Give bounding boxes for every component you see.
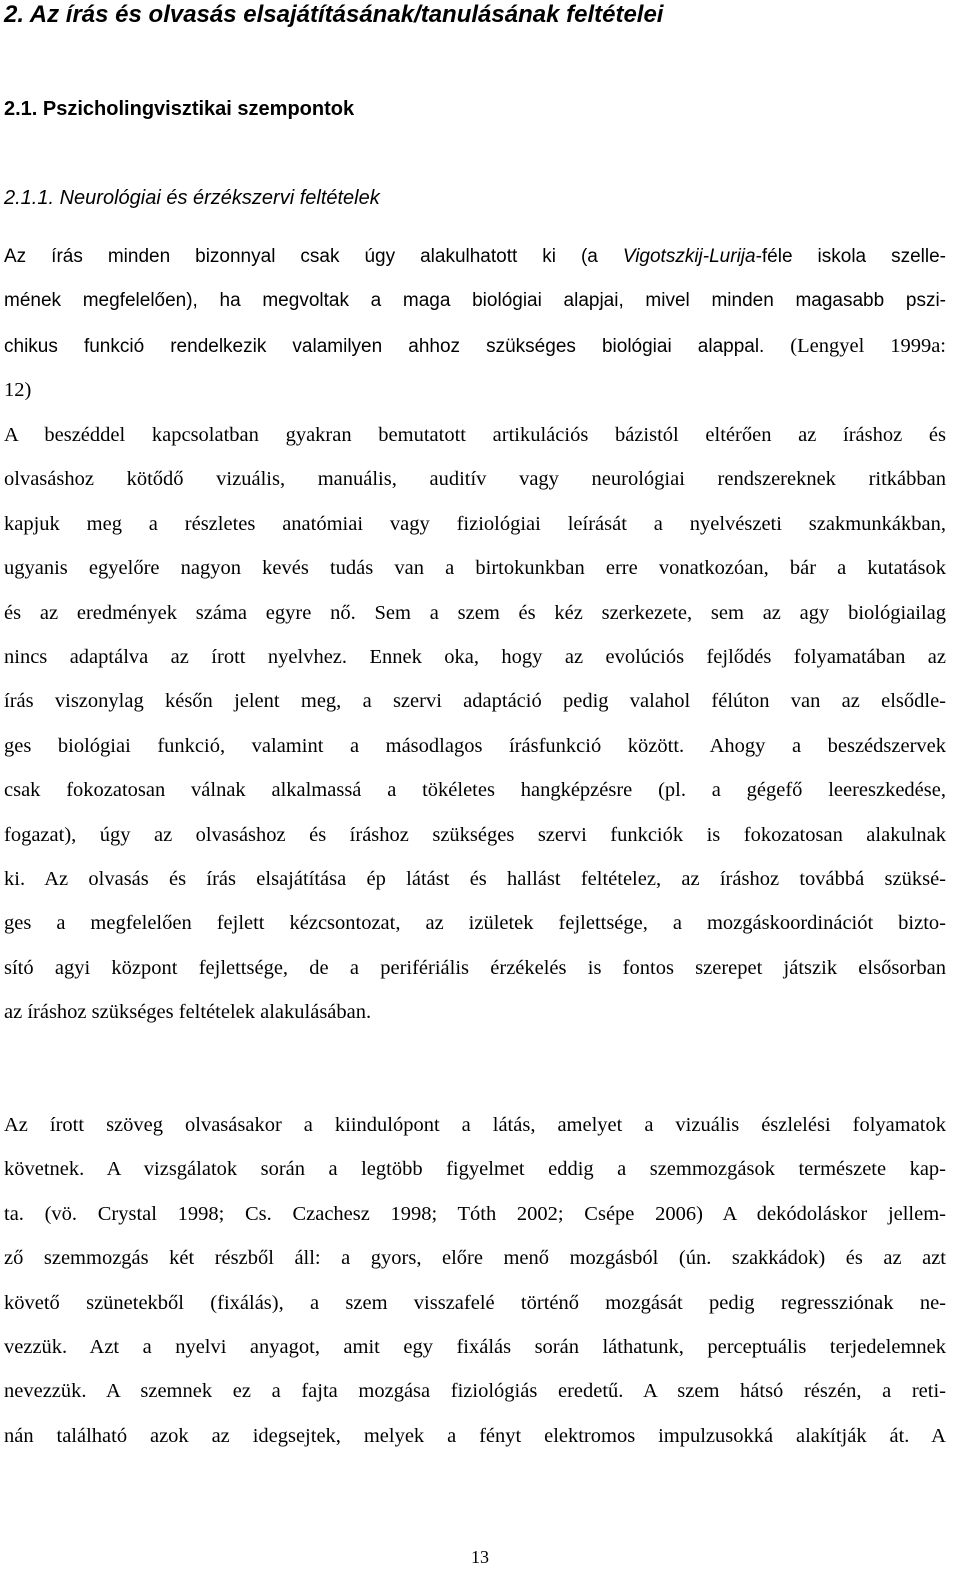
paragraph-line: Az írott szöveg olvasásakor a kiindulópont a látás, amelyet a vizuális észlelési folyamatok — [4, 1114, 946, 1136]
paragraph-line: ki. Az olvasás és írás elsajátítása ép látást és hallást feltételez, az íráshoz továbbá szüksé- — [4, 867, 946, 890]
paragraph-1 — [4, 242, 946, 420]
paragraph-line: A beszéddel kapcsolatban gyakran bemutatott artikulációs bázistól eltérően az íráshoz és — [4, 424, 946, 446]
section-heading: 2.1. Pszicholingvisztikai szempontok — [4, 98, 355, 120]
paragraph-line: az íráshoz szükséges feltételek alakulásában. — [4, 1001, 372, 1024]
paragraph-line: ges biológiai funkció, valamint a másodlagos írásfunkció között. Ahogy a beszédszervek — [4, 734, 946, 757]
subsection-heading: 2.1.1. Neurológiai és érzékszervi feltételek — [4, 187, 380, 209]
paragraph-line: ző szemmozgás két részből áll: a gyors, előre menő mozgásból (ún. szakkádok) és az azt — [4, 1247, 946, 1270]
paragraph-line: ugyanis egyelőre nagyon kevés tudás van a birtokunkban erre vonatkozóan, bár a kutatások — [4, 557, 946, 580]
paragraph-line: 12) — [4, 379, 32, 402]
paragraph-line: sító agyi központ fejlettsége, de a perifériális érzékelés is fontos szerepet játszik elsősorban — [4, 956, 946, 979]
paragraph-line: nincs adaptálva az írott nyelvhez. Ennek oka, hogy az evolúciós fejlődés folyamatában az — [4, 645, 946, 668]
paragraph-line: olvasáshoz kötődő vizuális, manuális, auditív vagy neurológiai rendszereknek ritkábban — [4, 468, 946, 491]
text-run: chikus funkció rendelkezik valamilyen ahhoz szükséges biológiai alappal. — [4, 335, 765, 357]
paragraph-line: követő szünetekből (fixálás), a szem visszafelé történő mozgását pedig regressziónak ne- — [4, 1291, 946, 1314]
citation: (Lengyel 1999a: — [764, 334, 946, 357]
paragraph-line — [4, 331, 946, 375]
text-run: -féle iskola szelle- — [755, 246, 946, 267]
text-run: Az írás minden bizonnyal csak úgy alakulhatott ki (a — [4, 246, 623, 267]
paragraph-line: nán található azok az idegsejtek, melyek a fényt elektromos impulzusokká alakítják át. A — [4, 1424, 946, 1447]
paragraph-line: követnek. A vizsgálatok során a legtöbb figyelmet eddig a szemmozgások természete kap- — [4, 1158, 946, 1181]
paragraph-line: fogazat), úgy az olvasáshoz és íráshoz szükséges szervi funkciók is fokozatosan alakulnak — [4, 823, 946, 846]
paragraph-line: kapjuk meg a részletes anatómiai vagy fiziológiai leírását a nyelvészeti szakmunkákban, — [4, 512, 946, 535]
paragraph-line: nevezzük. A szemnek ez a fajta mozgása fiziológiás eredetű. A szem hátsó részén, a reti- — [4, 1380, 946, 1403]
paragraph-line: mének megfelelően), ha megvoltak a maga biológiai alapjai, mivel minden magasabb pszi- — [4, 290, 946, 312]
paragraph-2 — [4, 420, 946, 1041]
paragraph-line — [4, 242, 946, 286]
page-number: 13 — [471, 1547, 489, 1567]
paragraph-line: ges a megfelelően fejlett kézcsontozat, az izületek fejlettsége, a mozgáskoordinációt bizto- — [4, 912, 946, 935]
paragraph-line: vezzük. Azt a nyelvi anyagot, amit egy fixálás során láthatunk, perceptuális terjedelemnek — [4, 1335, 946, 1358]
author-reference: Vigotszkij-Lurija — [622, 246, 756, 267]
chapter-heading: 2. Az írás és olvasás elsajátításának/tanulásának feltételei — [4, 1, 664, 28]
paragraph-line: és az eredmények száma egyre nő. Sem a szem és kéz szerkezete, sem az agy biológiailag — [4, 601, 946, 624]
paragraph-line: ta. (vö. Crystal 1998; Cs. Czachesz 1998; Tóth 2002; Csépe 2006) A dekódoláskor jellem- — [4, 1202, 946, 1225]
paragraph-line: írás viszonylag későn jelent meg, a szervi adaptáció pedig valahol félúton van az elsődle- — [4, 690, 946, 713]
paragraph-3 — [4, 1110, 946, 1465]
paragraph-line: csak fokozatosan válnak alkalmassá a tökéletes hangképzésre (pl. a gégefő leereszkedése, — [4, 779, 946, 802]
